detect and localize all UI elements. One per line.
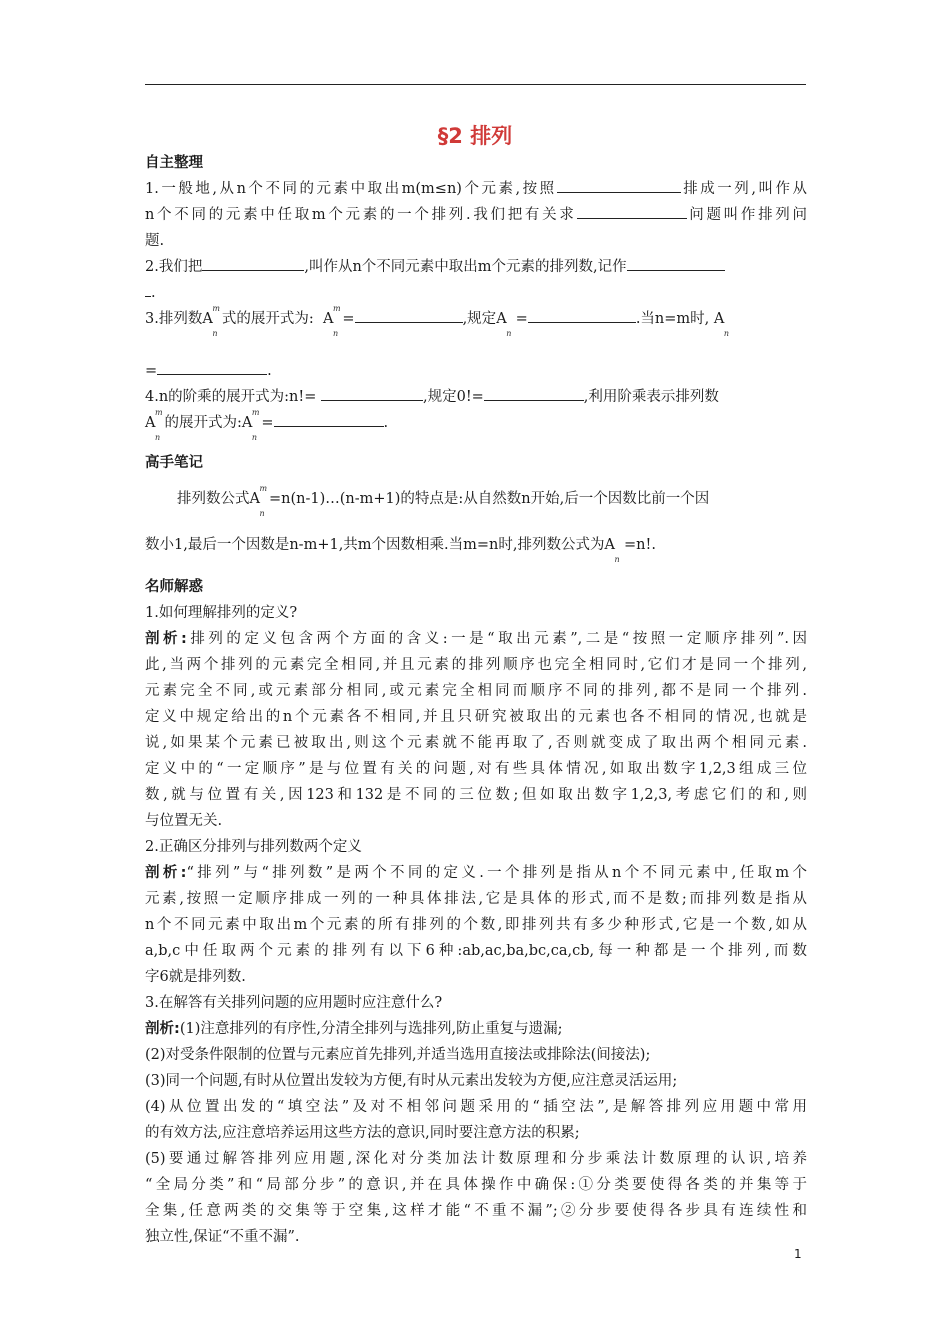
perm-symbol: A n (496, 311, 512, 338)
q1-line-1: 1.一般地,从n个不同的元素中取出m(m≤n)个元素,按照 排成一列,叫作从 (145, 176, 807, 202)
analysis-label: 剖析: (145, 865, 187, 881)
notes-line-1: 排列数公式A m n =n(n-1)…(n-m+1)的特点是:从自然数n开始,后一个因数比前一个因 (177, 484, 710, 518)
perm-symbol: A m n (249, 484, 268, 518)
answer-line: 1.如何理解排列的定义? (145, 605, 298, 621)
q4-line-2: A m n 的展开式为:A m n = . (145, 408, 389, 442)
answer-line: 2.正确区分排列与排列数两个定义 (145, 839, 362, 855)
answer-line: 定义中的“一定顺序”是与位置有关的问题,对有些具体情况,如取出数字1,2,3组成三位 (145, 761, 807, 777)
answer-line: 此,当两个排列的元素完全相同,并且元素的排列顺序也完全相同时,它们才是同一个排列, (145, 657, 807, 673)
answer-line: (4)从位置出发的“填空法”及对不相邻问题采用的“插空法”,是解答排列应用题中常用 (145, 1099, 807, 1115)
q2-line-2: . (145, 280, 807, 306)
fill-blank[interactable] (274, 411, 384, 427)
answer-line: 剖析:排列的定义包含两个方面的含义:一是“取出元素”,二是“按照一定顺序排列”.因 (145, 631, 807, 647)
answer-line: 元素,按照一定顺序排成一列的一种具体排法,它是具体的形式,而不是数;而排列数是指从 (145, 891, 807, 907)
answer-line: 剖析:“排列”与“排列数”是两个不同的定义.一个排列是指从n个不同元素中,任取m个 (145, 865, 807, 881)
fill-blank[interactable] (577, 203, 687, 219)
perm-symbol: A m n (202, 304, 220, 338)
answer-line: 与位置无关. (145, 813, 223, 829)
answer-line: n个不同元素中取出m个元素的所有排列的个数,即排列共有多少种形式,它是一个数,如从 (145, 917, 807, 933)
answer-line: 3.在解答有关排列问题的应用题时应注意什么? (145, 995, 443, 1011)
section-heading: 自主整理 (145, 155, 203, 171)
q3-line-2: = . (145, 358, 807, 384)
analysis-label: 剖析: (145, 1021, 180, 1037)
section-expert-notes (145, 450, 807, 578)
q1-line-2: n个不同的元素中任取m个元素的一个排列.我们把有关求 问题叫作排列问 (145, 202, 807, 228)
q4-line-1: 4.n的阶乘的展开式为:n!= ,规定0!= ,利用阶乘表示排列数 (145, 384, 807, 410)
answer-line: 数,就与位置有关,因123和132是不同的三位数;但如取出数字1,2,3,考虑它们的和,则 (145, 787, 807, 803)
q3-line-1: 3.排列数A m n 式的展开式为: A m n = ,规定A n = .当n=m时, A n (145, 306, 807, 358)
answer-line: 的有效方法,应注意培养运用这些方法的意识,同时要注意方法的积累; (145, 1125, 580, 1141)
answer-line: 说,如果某个元素已被取出,则这个元素就不能再取了,否则就变成了取出两个相同元素. (145, 735, 807, 751)
analysis-label: 剖析: (145, 631, 187, 647)
section-heading: 高手笔记 (145, 455, 203, 471)
fill-blank[interactable] (627, 255, 725, 271)
answer-line: (2)对受条件限制的位置与元素应首先排列,并适当选用直接法或排除法(间接法); (145, 1047, 651, 1063)
perm-symbol: A m n (145, 408, 163, 442)
answer-line: 元素完全不同,或元素部分相同,或元素完全相同而顺序不同的排列,都不是同一个排列. (145, 683, 807, 699)
answer-line: a,b,c中任取两个元素的排列有以下6种:ab,ac,ba,bc,ca,cb,每一种都是一个排列,而数 (145, 943, 807, 959)
fill-blank[interactable] (528, 307, 636, 323)
page-number: 1 (794, 1247, 802, 1261)
page-title: §2 排列 (437, 124, 513, 148)
section-teacher-answers (145, 574, 807, 1250)
fill-blank[interactable] (202, 255, 304, 271)
perm-symbol: A n (713, 311, 730, 338)
fill-blank[interactable] (355, 307, 463, 323)
fill-blank[interactable] (321, 385, 423, 401)
answer-line: “全局分类”和“局部分步”的意识,并在具体操作中确保:①分类要使得各类的并集等于 (145, 1177, 807, 1193)
answer-line: (5)要通过解答排列应用题,深化对分类加法计数原理和分步乘法计数原理的认识,培养 (145, 1151, 807, 1167)
answer-line: 独立性,保证“不重不漏”. (145, 1229, 300, 1245)
header-rule (145, 84, 806, 85)
q1-line-3: 题. (145, 233, 165, 249)
section-self-study (145, 150, 808, 442)
notes-line-2: 数小1,最后一个因数是n-m+1,共m个因数相乘.当m=n时,排列数公式为A n =n!. (145, 532, 807, 578)
q2-line-1: 2.我们把 ,叫作从n个不同元素中取出m个元素的排列数,记作 (145, 254, 807, 280)
answer-line: 剖析:(1)注意排列的有序性,分清全排列与选排列,防止重复与遗漏; (145, 1021, 563, 1037)
perm-symbol: A m n (241, 408, 260, 442)
answer-line: 定义中规定给出的n个元素各不相同,并且只研究被取出的元素也各不相同的情况,也就是 (145, 709, 807, 725)
answer-line: (3)同一个问题,有时从位置出发较为方便,有时从元素出发较为方便,应注意灵活运用; (145, 1073, 678, 1089)
answer-body (145, 600, 807, 1250)
fill-blank[interactable] (157, 359, 267, 375)
answer-line: 全集,任意两类的交集等于空集,这样才能“不重不漏”;②分步要使得各步具有连续性和 (145, 1203, 807, 1219)
fill-blank[interactable] (484, 385, 584, 401)
answer-line: 字6就是排列数. (145, 969, 246, 985)
fill-blank[interactable] (557, 177, 681, 193)
perm-symbol: A n (604, 537, 620, 564)
perm-symbol: A m n (322, 304, 341, 338)
section-heading: 名师解惑 (145, 579, 203, 595)
